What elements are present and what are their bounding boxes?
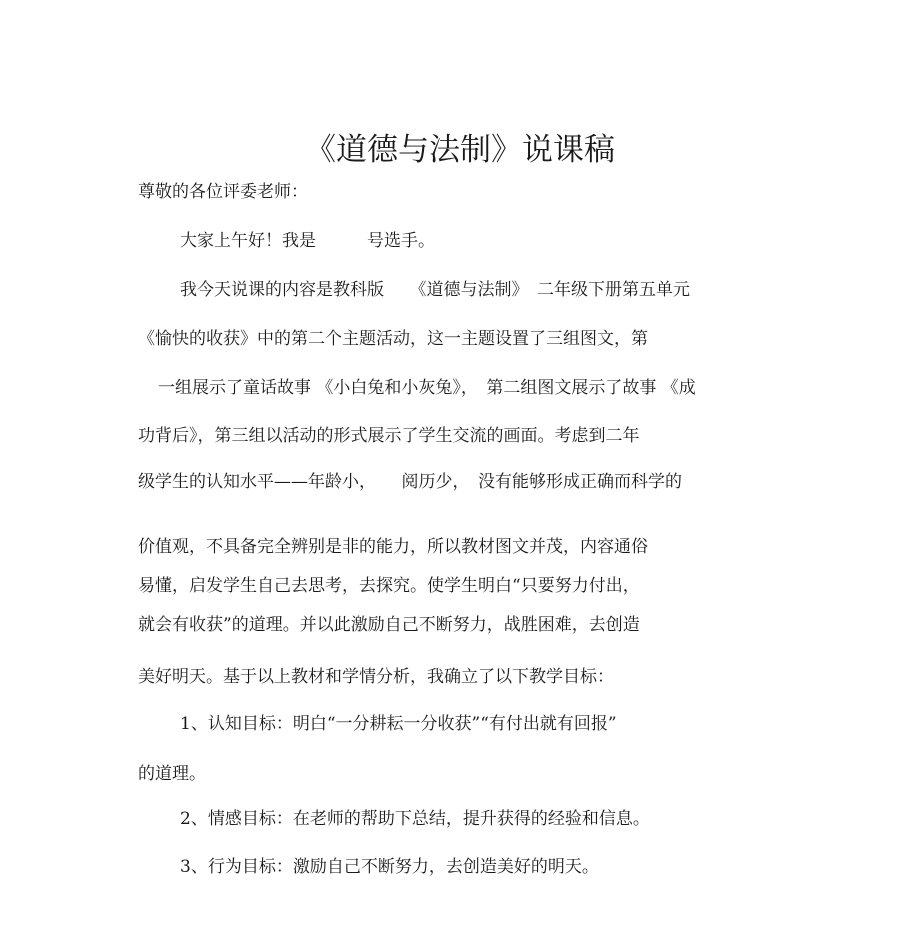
salutation-line: 尊敬的各位评委老师：	[138, 182, 308, 202]
paragraph-line: 价值观，不具备完全辨别是非的能力，所以教材图文并茂，内容通俗	[138, 537, 648, 557]
document-title: 《道德与法制》说课稿	[305, 132, 615, 168]
paragraph-line: 功背后》，第三组以活动的形式展示了学生交流的画面。考虑到二年	[138, 426, 640, 446]
paragraph-line: 级学生的认知水平——年龄小， 阅历少， 没有能够形成正确而科学的	[138, 472, 682, 492]
greeting-line: 大家上午好！我是 号选手。	[180, 231, 435, 251]
paragraph-line: 就会有收获”的道理。并以此激励自己不断努力，战胜困难，去创造	[138, 615, 640, 635]
paragraph-line: 一组展示了童话故事 《小白兔和小灰兔》， 第二组图文展示了故事 《成	[158, 378, 696, 398]
paragraph-line: 我今天说课的内容是教科版 《道德与法制》 二年级下册第五单元	[180, 280, 690, 300]
objective-line: 3、行为目标：激励自己不断努力，去创造美好的明天。	[180, 857, 599, 877]
objective-line: 1、认知目标：明白“一分耕耘一分收获”“有付出就有回报”	[180, 714, 617, 734]
paragraph-line: 美好明天。基于以上教材和学情分析，我确立了以下教学目标：	[138, 667, 614, 687]
paragraph-line: 《愉快的收获》中的第二个主题活动，这一主题设置了三组图文，第	[138, 329, 648, 349]
objective-line: 的道理。	[138, 764, 206, 784]
objective-line: 2、情感目标：在老师的帮助下总结，提升获得的经验和信息。	[180, 809, 650, 829]
paragraph-line: 易懂，启发学生自己去思考，去探究。使学生明白“只要努力付出，	[138, 576, 640, 596]
